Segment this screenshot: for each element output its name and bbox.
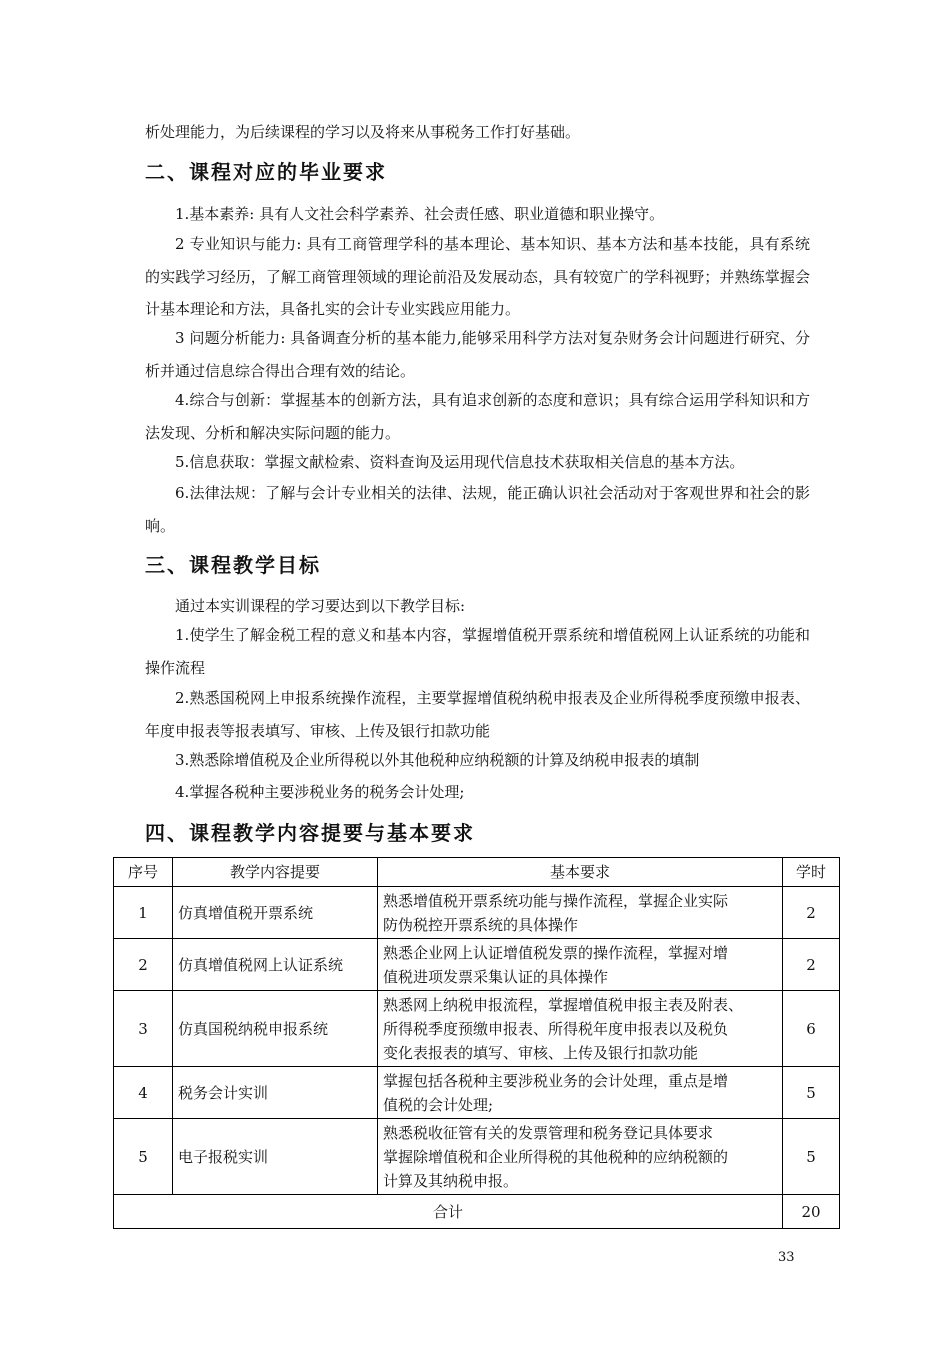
row-no: 4 <box>114 1067 173 1119</box>
row-hours: 2 <box>783 939 840 991</box>
row-requirement <box>378 1067 783 1119</box>
requirement-line: 熟悉增值税开票系统功能与操作流程，掌握企业实际 <box>383 891 729 910</box>
row-hours: 6 <box>783 991 840 1067</box>
course-content-table <box>113 857 840 1229</box>
requirement-line: 掌握除增值税和企业所得税的其他税种的应纳税额的 <box>383 1147 729 1166</box>
total-hours: 20 <box>783 1195 840 1229</box>
section-3-intro: 通过本实训课程的学习要达到以下教学目标: <box>175 597 466 615</box>
requirement-line: 值税的会计处理; <box>383 1095 494 1114</box>
section-3-heading: 三、课程教学目标 <box>145 553 321 577</box>
requirement-line: 防伪税控开票系统的具体操作 <box>383 915 579 934</box>
row-no: 2 <box>114 939 173 991</box>
section-2-item-2: 2 专业知识与能力: 具有工商管理学科的基本理论、基本知识、基本方法和基本技能，具有系统的实践学习经历，了解工商管理领域的理论前沿及发展动态，具有较宽广的学科视野；并熟练掌握会计基本理论和方法，具备扎实的会计专业实践应用能力。 <box>145 235 810 318</box>
row-requirement <box>378 939 783 991</box>
requirement-line: 熟悉企业网上认证增值税发票的操作流程，掌握对增 <box>383 943 729 962</box>
row-no: 5 <box>114 1119 173 1195</box>
table-header-row <box>114 858 840 887</box>
section-2-heading: 二、课程对应的毕业要求 <box>145 160 387 184</box>
row-hours: 5 <box>783 1119 840 1195</box>
header-no: 序号 <box>114 858 173 887</box>
row-requirement <box>378 1119 783 1195</box>
table-total-row <box>114 1195 840 1229</box>
row-topic: 仿真增值税网上认证系统 <box>173 939 378 991</box>
requirement-line: 熟悉税收征管有关的发票管理和税务登记具体要求 <box>383 1123 714 1142</box>
section-4-heading: 四、课程教学内容提要与基本要求 <box>145 821 475 845</box>
requirement-line: 所得税季度预缴申报表、所得税年度申报表以及税负 <box>383 1019 729 1038</box>
section-3-item-2: 2.熟悉国税网上申报系统操作流程，主要掌握增值税纳税申报表及企业所得税季度预缴申报表、年度申报表等报表填写、审核、上传及银行扣款功能 <box>145 689 810 740</box>
row-topic: 税务会计实训 <box>173 1067 378 1119</box>
section-3-item-1: 1.使学生了解金税工程的意义和基本内容，掌握增值税开票系统和增值税网上认证系统的功能和操作流程 <box>145 626 810 677</box>
requirement-line: 掌握包括各税种主要涉税业务的会计处理，重点是增 <box>383 1071 729 1090</box>
row-topic: 仿真增值税开票系统 <box>173 887 378 939</box>
row-hours: 2 <box>783 887 840 939</box>
header-hours: 学时 <box>783 858 840 887</box>
row-topic: 仿真国税纳税申报系统 <box>173 991 378 1067</box>
section-2-item-5: 5.信息获取：掌握文献检索、资料查询及运用现代信息技术获取相关信息的基本方法。 <box>175 453 745 471</box>
section-2-item-4: 4.综合与创新：掌握基本的创新方法，具有追求创新的态度和意识；具有综合运用学科知识和方法发现、分析和解决实际问题的能力。 <box>145 391 810 442</box>
requirement-line: 值税进项发票采集认证的具体操作 <box>383 967 609 986</box>
header-requirement: 基本要求 <box>378 858 783 887</box>
total-label: 合计 <box>114 1195 783 1229</box>
section-2-item-6: 6.法律法规：了解与会计专业相关的法律、法规，能正确认识社会活动对于客观世界和社会的影响。 <box>145 484 810 535</box>
page-number: 33 <box>778 1250 795 1265</box>
row-hours: 5 <box>783 1067 840 1119</box>
table-row <box>114 1119 840 1195</box>
section-3-item-4: 4.掌握各税种主要涉税业务的税务会计处理; <box>175 783 465 801</box>
table-row <box>114 939 840 991</box>
row-topic: 电子报税实训 <box>173 1119 378 1195</box>
row-no: 1 <box>114 887 173 939</box>
section-3-item-3: 3.熟悉除增值税及企业所得税以外其他税种应纳税额的计算及纳税申报表的填制 <box>175 751 700 769</box>
requirement-line: 变化表报表的填写、审核、上传及银行扣款功能 <box>383 1043 699 1062</box>
requirement-line: 熟悉网上纳税申报流程，掌握增值税申报主表及附表、 <box>383 995 744 1014</box>
header-topic: 教学内容提要 <box>173 858 378 887</box>
table-row <box>114 1067 840 1119</box>
table-row <box>114 887 840 939</box>
row-requirement <box>378 991 783 1067</box>
row-requirement <box>378 887 783 939</box>
intro-tail-paragraph: 析处理能力，为后续课程的学习以及将来从事税务工作打好基础。 <box>145 123 581 141</box>
requirement-line: 计算及其纳税申报。 <box>383 1171 519 1190</box>
section-2-item-3: 3 问题分析能力: 具备调查分析的基本能力,能够采用科学方法对复杂财务会计问题进行研究、分析并通过信息综合得出合理有效的结论。 <box>145 329 810 380</box>
section-2-item-1: 1.基本素养: 具有人文社会科学素养、社会责任感、职业道德和职业操守。 <box>175 205 665 223</box>
table-row <box>114 991 840 1067</box>
row-no: 3 <box>114 991 173 1067</box>
